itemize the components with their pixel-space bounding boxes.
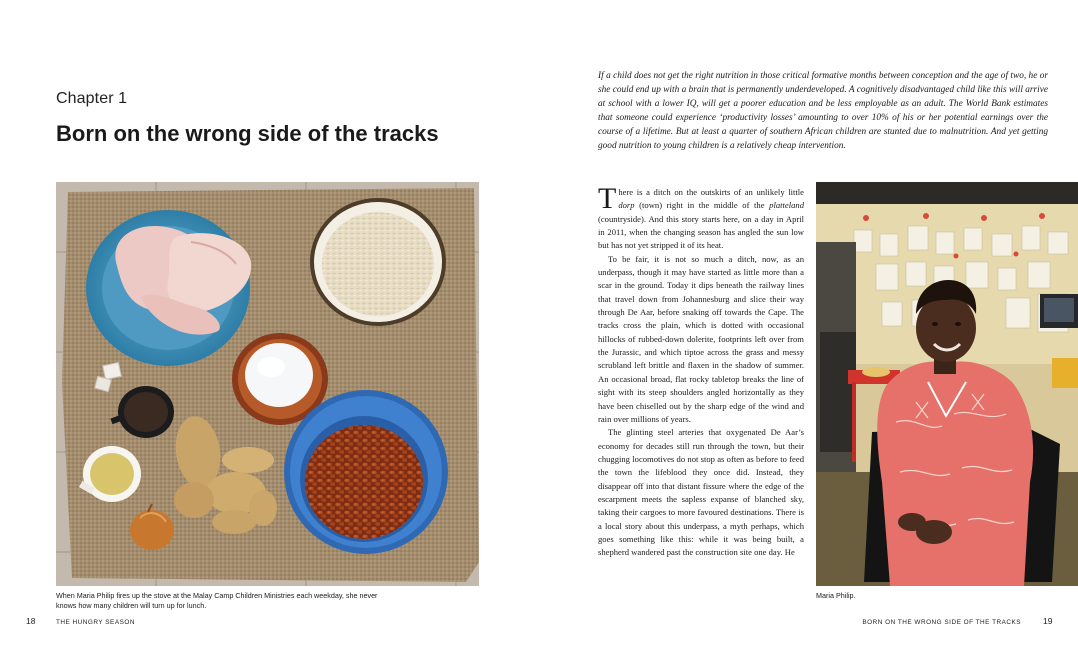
ingredients-flatlay-photo bbox=[56, 182, 479, 586]
page-number-left: 18 bbox=[26, 616, 36, 626]
right-photo-caption: Maria Philip. bbox=[816, 591, 856, 600]
chapter-label: Chapter 1 bbox=[56, 90, 128, 107]
body-text-segment: (town) right in the middle of the bbox=[634, 200, 770, 211]
body-text-segment: (countryside). And this story starts here, on a day in April in 2011, when the changing season has angled the sun low but has not yet stripped it of its heat. bbox=[598, 213, 804, 251]
left-photo-caption: When Maria Philip fires up the stove at the Malay Camp Children Ministries each weekday, she never knows how many children will turn up for lunch. bbox=[56, 591, 378, 610]
body-paragraph-1 bbox=[598, 182, 804, 253]
italic-term-platteland: platteland bbox=[769, 200, 804, 211]
running-footer-right: BORN ON THE WRONG SIDE OF THE TRACKS bbox=[862, 619, 1021, 626]
body-text-segment: here is a ditch on the outskirts of an unlikely little bbox=[618, 187, 804, 197]
italic-term-dorp: dorp bbox=[618, 200, 635, 211]
body-text-column bbox=[598, 182, 804, 560]
body-paragraph-3: The glinting steel arteries that oxygenated De Aar’s economy for decades still run through the town, but their chugging locomotives do not stop as often as before to feed the town the lifeblood they once did. Instead, they disappear off into that distant fissure where the edge of the escarpment meets the sapless expanse of blanched sky, taking their cargoes to more favoured destinations. There is a local story about this underpass, a myth perhaps, which goes something like this: while it was being built, a shepherd wandered past the construction site one day. He bbox=[598, 427, 804, 558]
running-footer-left: THE HUNGRY SEASON bbox=[56, 619, 135, 626]
page-number-right: 19 bbox=[1043, 616, 1053, 626]
body-paragraph-2: To be fair, it is not so much a ditch, now, as an underpass, though it may have started as little more than a scar in the ground. Today it dips beneath the railway lines that travel down from Johannesburg and slice their way through De Aar, before snaking off towards the Cape. The tracks cross the plain, which is dotted with occasional hillocks of rubbed-down dolerite, footprints left over from the Jurassic, and which tiptoe across the grass and messy scrubland left brittle and flaxen in the shadow of summer. An occasional broad, flat rocky tabletop breaks the line of sight with its steep shoulders angled horizontally as they have been chiselled out by the sharp edge of the wind and rain over millions of years. bbox=[598, 253, 804, 424]
intro-paragraph: If a child does not get the right nutrition in those critical formative months between conception and the age of two, he or she could end up with a brain that is permanently underdeveloped. A cognitively disadvantaged child like this will arrive at school with a lower IQ, will get a poorer education and be less employable as an adult. The World Bank estimates that someone could experience ‘productivity losses’ amounting to over 10% of his or her potential earnings over the course of a lifetime. But at least a quarter of southern African children are stunted due to malnutrition. And yet getting good nutrition to young children is a relatively cheap intervention. bbox=[598, 71, 1048, 151]
chapter-title: Born on the wrong side of the tracks bbox=[56, 121, 439, 146]
woman-portrait-photo bbox=[816, 182, 1078, 586]
drop-cap: T bbox=[598, 182, 617, 215]
